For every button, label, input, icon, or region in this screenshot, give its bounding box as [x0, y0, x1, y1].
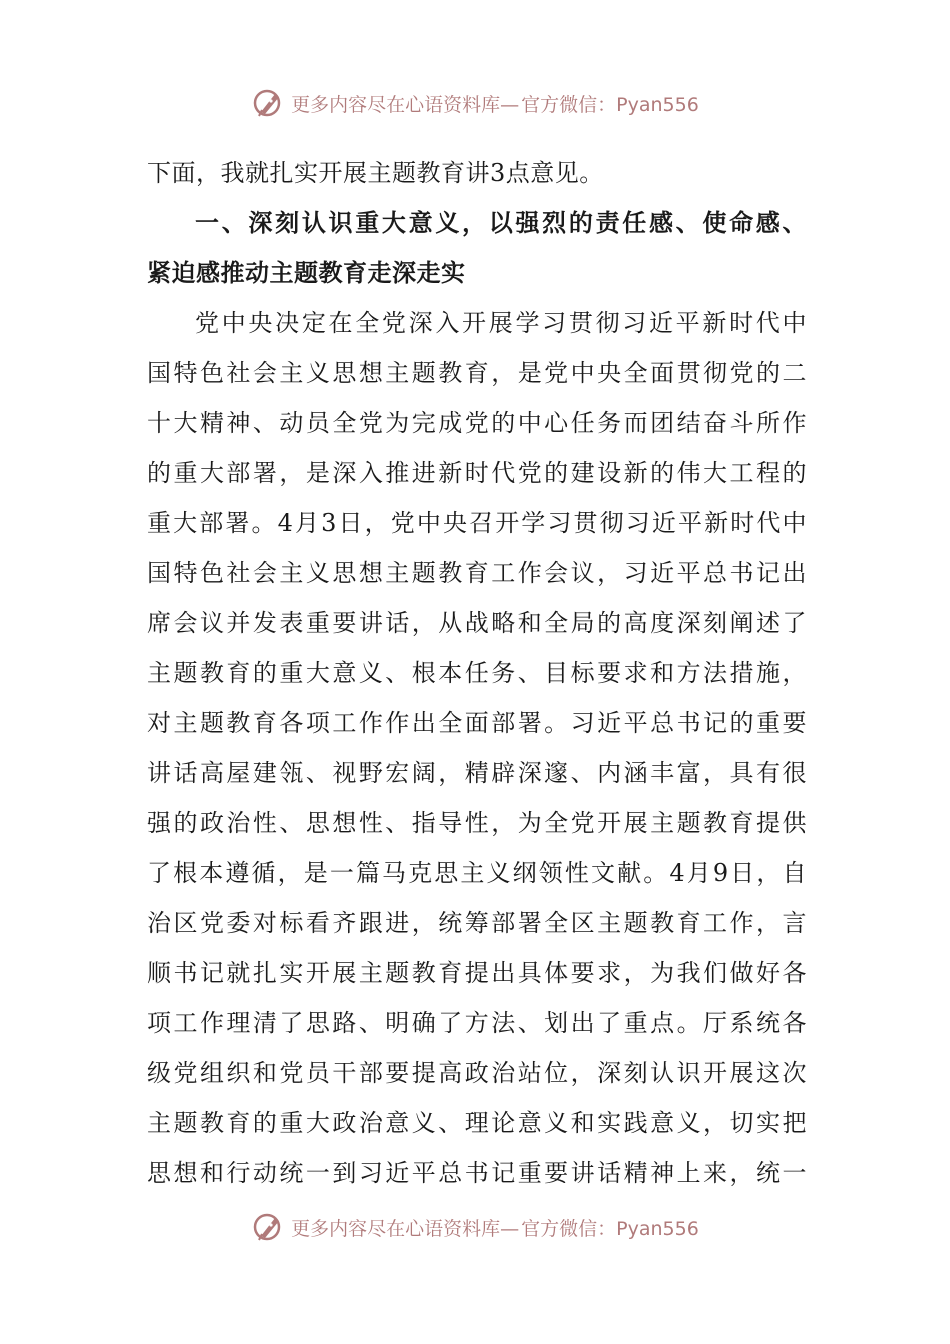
- paragraph-line: 对主题教育各项工作作出全面部署。习近平总书记的重要: [147, 709, 807, 737]
- paragraph-line: 席会议并发表重要讲话，从战略和全局的高度深刻阐述了: [147, 609, 807, 637]
- watermark-wechat-text: 官方微信：Pyan556: [521, 1217, 699, 1240]
- paragraph-line: 国特色社会主义思想主题教育，是党中央全面贯彻党的二: [147, 359, 807, 387]
- paragraph-line: 的重大部署，是深入推进新时代党的建设新的伟大工程的: [147, 459, 807, 487]
- paragraph-line: 党中央决定在全党深入开展学习贯彻习近平新时代中: [195, 309, 807, 337]
- pen-nib-logo-icon: [251, 1210, 287, 1244]
- watermark-wechat-text: 官方微信：Pyan556: [521, 93, 699, 116]
- paragraph-line: 强的政治性、思想性、指导性，为全党开展主题教育提供: [147, 809, 807, 837]
- pen-nib-logo-icon: [251, 86, 287, 120]
- paragraph-line: 治区党委对标看齐跟进，统筹部署全区主题教育工作，言: [147, 909, 807, 937]
- intro-line: 下面，我就扎实开展主题教育讲3点意见。: [147, 159, 604, 187]
- section-heading-line-1: 一、深刻认识重大意义，以强烈的责任感、使命感、: [195, 209, 807, 237]
- watermark-banner-top: [0, 86, 950, 120]
- paragraph-line: 思想和行动统一到习近平总书记重要讲话精神上来，统一: [147, 1159, 807, 1187]
- watermark-banner-bottom: [0, 1210, 950, 1244]
- paragraph-line: 主题教育的重大政治意义、理论意义和实践意义，切实把: [147, 1109, 807, 1137]
- document-body: [147, 148, 807, 1198]
- paragraph-line: 讲话高屋建瓴、视野宏阔，精辟深邃、内涵丰富，具有很: [147, 759, 807, 787]
- paragraph-line: 国特色社会主义思想主题教育工作会议，习近平总书记出: [147, 559, 807, 587]
- section-heading-line-2: 紧迫感推动主题教育走深走实: [147, 259, 466, 287]
- paragraph-line: 项工作理清了思路、明确了方法、划出了重点。厅系统各: [147, 1009, 807, 1037]
- paragraph-line: 级党组织和党员干部要提高政治站位，深刻认识开展这次: [147, 1059, 807, 1087]
- paragraph-line: 了根本遵循，是一篇马克思主义纲领性文献。4月9日，自: [147, 859, 807, 887]
- watermark-site-text: 更多内容尽在心语资料库—: [291, 1217, 520, 1240]
- watermark-site-text: 更多内容尽在心语资料库—: [291, 93, 520, 116]
- paragraph-line: 十大精神、动员全党为完成党的中心任务而团结奋斗所作: [147, 409, 807, 437]
- paragraph-line: 顺书记就扎实开展主题教育提出具体要求，为我们做好各: [147, 959, 807, 987]
- paragraph-line: 主题教育的重大意义、根本任务、目标要求和方法措施，: [147, 659, 807, 687]
- paragraph-line: 重大部署。4月3日，党中央召开学习贯彻习近平新时代中: [147, 509, 807, 537]
